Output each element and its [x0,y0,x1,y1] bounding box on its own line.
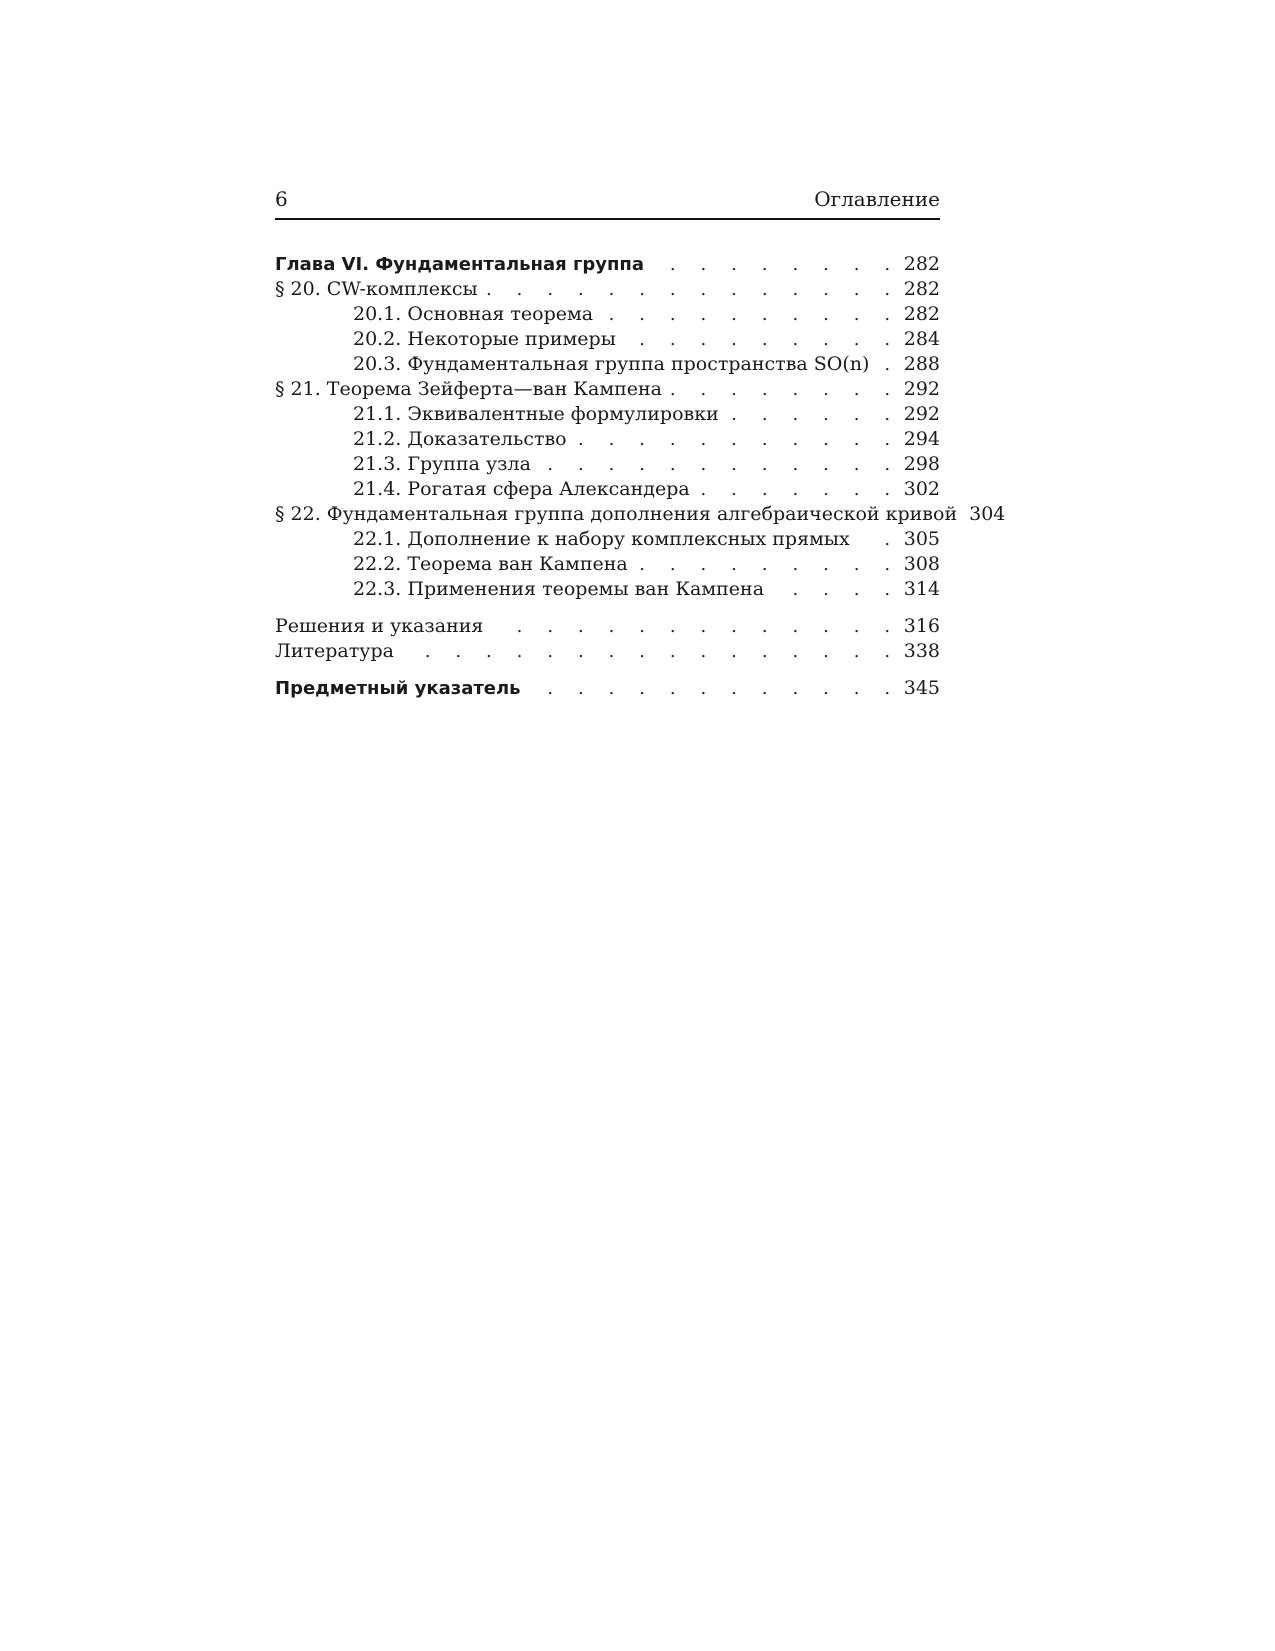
toc-entry[interactable] [275,352,940,377]
toc-entry-page-number: 284 [903,328,940,350]
dot-leader [402,639,900,664]
dot-leader [624,327,900,352]
toc-entry-title: § 20. CW-комплексы [275,278,478,300]
toc-entry[interactable] [275,639,940,664]
toc-entry[interactable] [275,402,940,427]
dot-leader [652,252,900,277]
toc-entry[interactable] [275,277,940,302]
toc-entry-title: Предметный указатель [275,678,521,699]
toc-entry-title: Глава VI. Фундаментальная группа [275,254,644,275]
toc-entry-title: Решения и указания [275,615,484,637]
toc-entry-page-number: 292 [903,403,940,425]
toc-entry[interactable] [275,427,940,452]
dot-leader [636,552,900,577]
toc-entry-page-number: 298 [903,453,940,475]
dot-leader [486,277,900,302]
toc-entry-title: 22.2. Теорема ван Кампена [353,553,628,575]
toc-entry[interactable] [275,676,940,701]
toc-entry[interactable] [275,377,940,402]
dot-leader [529,676,900,701]
page-number: 6 [275,187,288,211]
dot-leader [727,402,900,427]
page-header [275,186,940,220]
toc-entry-page-number: 316 [903,615,940,637]
dot-leader [772,577,900,602]
toc-entry[interactable] [275,577,940,602]
dot-leader [858,527,900,552]
toc-entry[interactable] [275,502,1006,527]
toc-entry-page-number: 288 [903,353,940,375]
toc-entry-title: 20.3. Фундаментальная группа пространства SO(n) [353,353,870,375]
toc-entry[interactable] [275,527,940,552]
toc-entry-page-number: 292 [903,378,940,400]
toc-entry-page-number: 338 [903,640,940,662]
dot-leader [491,614,899,639]
toc-entry-title: 21.1. Эквивалентные формулировки [353,403,719,425]
toc-entry-title: 22.3. Применения теоремы ван Кампена [353,578,765,600]
toc-entry[interactable] [275,302,940,327]
dot-leader [670,377,900,402]
toc-entry-page-number: 282 [903,278,940,300]
toc-entry-page-number: 304 [969,503,1006,525]
dot-leader [601,302,900,327]
toc-entry-title: 21.3. Группа узла [353,453,531,475]
dot-leader [575,427,900,452]
toc-entry-page-number: 302 [903,478,940,500]
toc-entry-title: 21.2. Доказательство [353,428,567,450]
table-of-contents [275,252,1006,701]
toc-entry-page-number: 314 [903,578,940,600]
toc-entry-title: Литература [275,640,394,662]
dot-leader [539,452,900,477]
toc-entry-page-number: 305 [903,528,940,550]
toc-entry-page-number: 308 [903,553,940,575]
toc-entry-title: 22.1. Дополнение к набору комплексных прямых [353,528,850,550]
toc-entry-title: 20.1. Основная теорема [353,303,594,325]
toc-entry[interactable] [275,252,940,277]
toc-entry[interactable] [275,477,940,502]
toc-entry-page-number: 282 [903,253,940,275]
toc-entry-page-number: 345 [903,677,940,699]
toc-entry-page-number: 282 [903,303,940,325]
dot-leader [877,352,899,377]
toc-entry-title: 21.4. Рогатая сфера Александера [353,478,690,500]
toc-entry[interactable] [275,452,940,477]
toc-entry-page-number: 294 [903,428,940,450]
toc-entry-title: § 22. Фундаментальная группа дополнения алгебраической кривой [275,503,958,525]
toc-entry[interactable] [275,327,940,352]
toc-entry[interactable] [275,552,940,577]
running-title: Оглавление [814,187,940,211]
toc-entry-title: § 21. Теорема Зейферта—ван Кампена [275,378,663,400]
toc-entry[interactable] [275,614,940,639]
dot-leader [698,477,900,502]
toc-entry-title: 20.2. Некоторые примеры [353,328,616,350]
